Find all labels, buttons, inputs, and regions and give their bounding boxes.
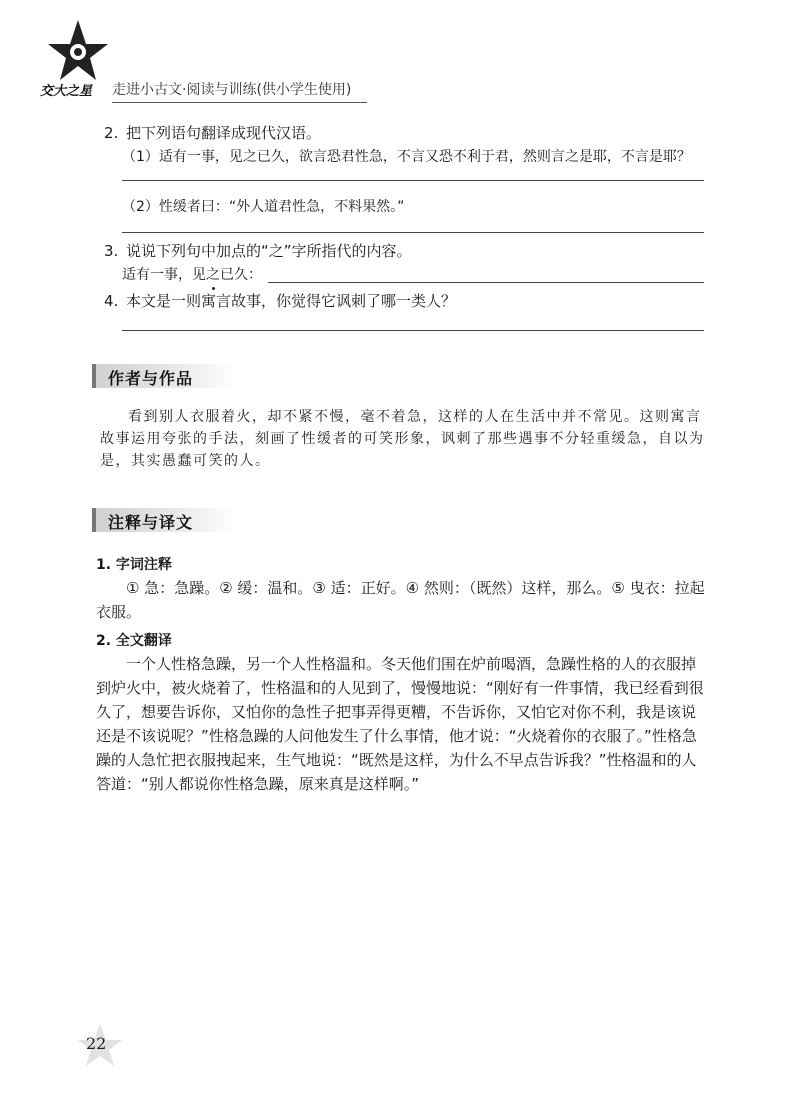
- question-2-sub-2: （2）性缓者曰：“外人道君性急，不料果然。”: [122, 199, 405, 215]
- section-heading-author: [92, 364, 236, 388]
- question-4: [104, 290, 724, 312]
- author-paragraph: 看到别人衣服着火，却不紧不慢，毫不着急，这样的人在生活中并不常见。这则寓言故事运用夸张的手法，刻画了性缓者的可笑形象，讽刺了那些遇事不分轻重缓急，自以为是，其实愚蠢可笑的人。: [100, 409, 705, 469]
- question-2-sub-1: （1）适有一事，见之已久，欲言恐君性急，不言又恐不利于君，然则言之是耶，不言是耶？: [122, 149, 691, 165]
- notes-heading: 1. 字词注释: [96, 557, 172, 573]
- answer-line[interactable]: [122, 330, 704, 331]
- book-title: 走进小古文·阅读与训练(供小学生使用): [112, 78, 367, 103]
- answer-line[interactable]: [122, 180, 704, 181]
- question-3: [104, 240, 724, 262]
- question-prompt: 本文是一则寓言故事，你觉得它讽刺了哪一类人？: [126, 292, 457, 310]
- translation-heading: 2. 全文翻译: [96, 633, 172, 649]
- page-number: 22: [86, 1034, 107, 1053]
- answer-line[interactable]: [268, 282, 704, 283]
- question-prompt: 把下列语句翻译成现代汉语。: [126, 124, 322, 142]
- translation-paragraph: 一个人性格急躁，另一个人性格温和。冬天他们围在炉前喝酒，急躁性格的人的衣服掉到炉火中，被火烧着了，性格温和的人见到了，慢慢地说：“刚好有一件事情，我已经看到很久了，想要告诉你，又怕你的急性子把事弄得更糟，不告诉你，又怕它对你不利，我是该说还是不该说呢？”性格急躁的人问他发生了什么事情，他才说：“火烧着你的衣服了。”性格急躁的人急忙把衣服拽起来，生气地说：“既然是这样，为什么不早点告诉我？”性格温和的人答道：“别人都说你性格急躁，原来真是这样啊。”: [96, 655, 704, 793]
- question-number: 4.: [104, 292, 119, 310]
- question-number: 3.: [104, 242, 119, 260]
- section-title: 作者与作品: [108, 369, 194, 388]
- question-number: 2.: [104, 124, 119, 142]
- question-3-line: 适有一事，见之已久：: [122, 267, 262, 283]
- question-2: [104, 122, 724, 144]
- section-heading-notes: [92, 508, 236, 532]
- word-notes: ① 急：急躁。② 缓：温和。③ 适：正好。④ 然则：（既然）这样，那么。⑤ 曳衣：拉起衣服。: [96, 579, 705, 621]
- question-prompt: 说说下列句中加点的“之”字所指代的内容。: [126, 242, 412, 260]
- logo-text: 交大之星: [40, 84, 93, 99]
- section-title: 注释与译文: [108, 513, 194, 532]
- answer-line[interactable]: [122, 232, 704, 233]
